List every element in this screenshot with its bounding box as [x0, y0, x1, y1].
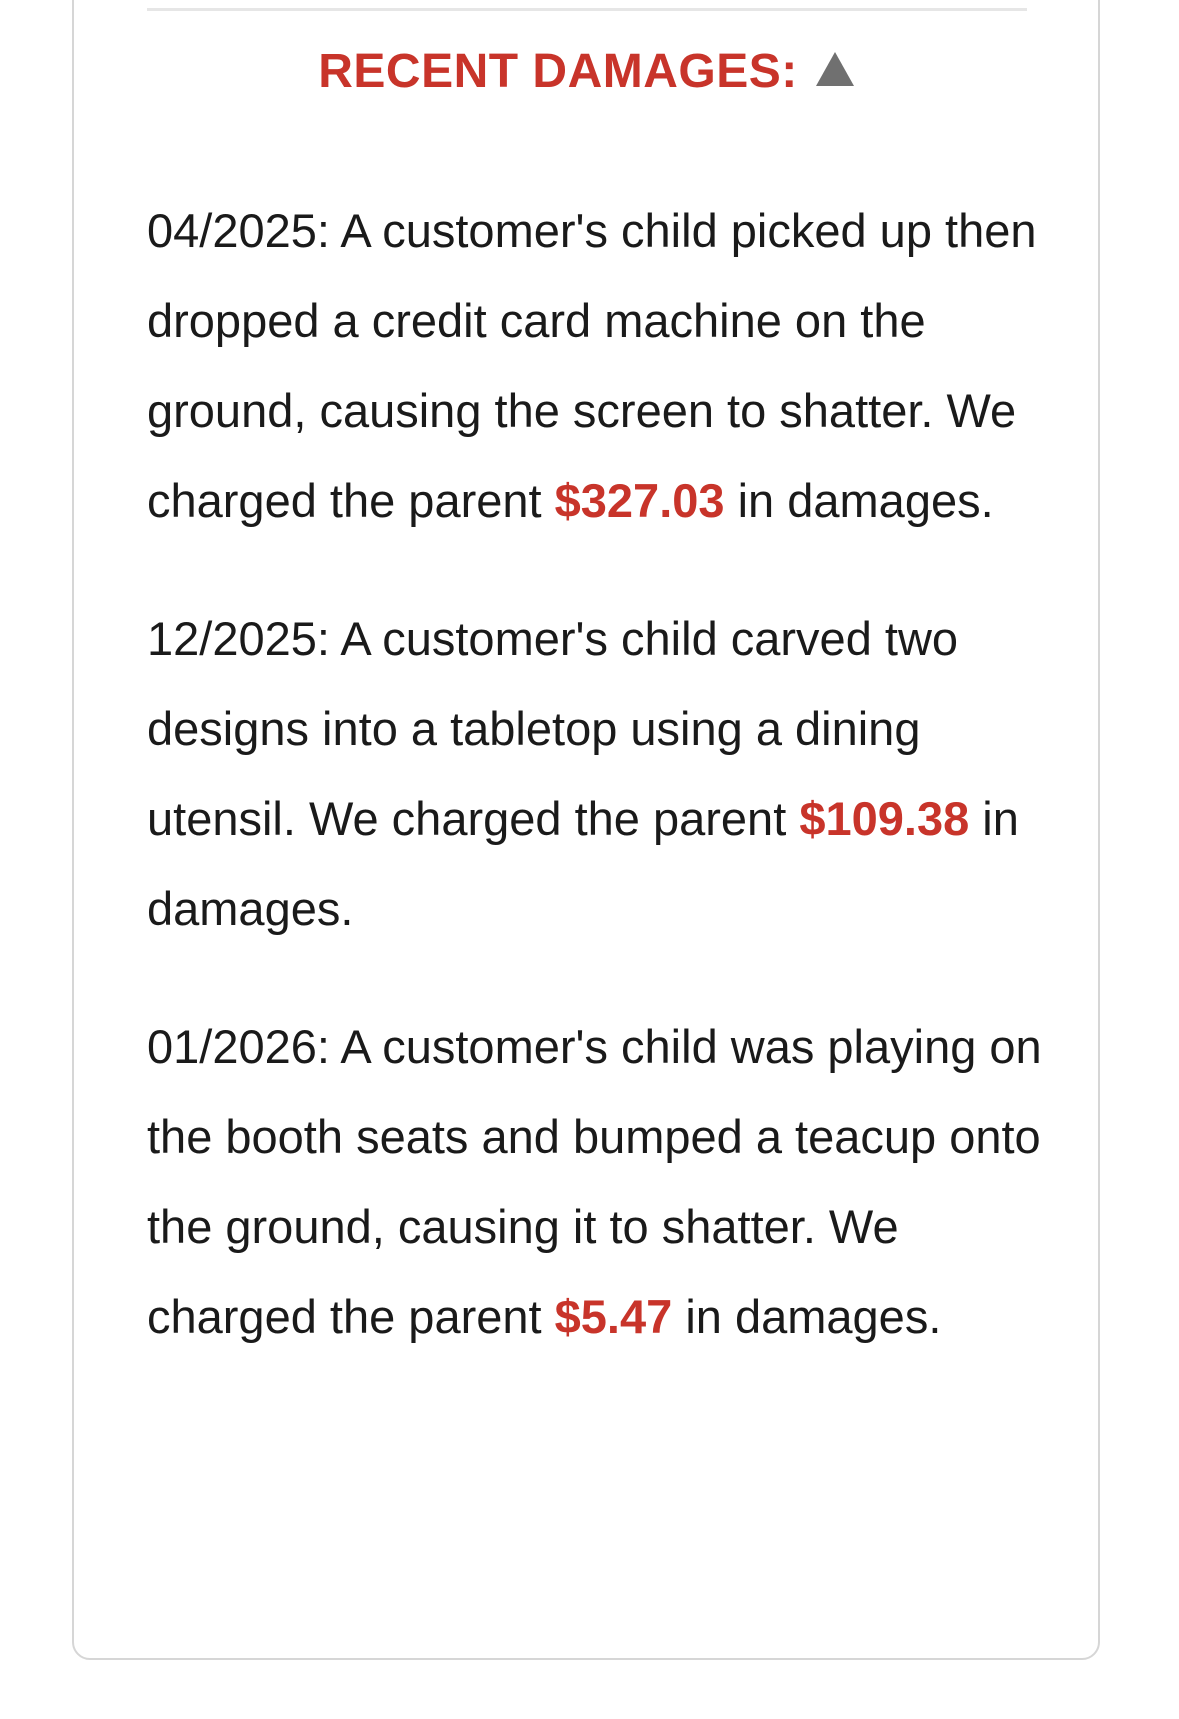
section-header[interactable] [74, 44, 1098, 99]
section-title[interactable]: RECENT DAMAGES: [318, 45, 798, 98]
entry-text: A customer's child picked up then dropped a credit card machine on the ground, causing the screen to shatter. We charged the parent [147, 204, 1037, 527]
entry-text: A customer's child carved two designs into a tabletop using a dining utensil. We charged the parent [147, 612, 959, 845]
triangle-up-icon[interactable] [816, 52, 854, 86]
entry-amount: $5.47 [554, 1290, 673, 1343]
damages-card [72, 0, 1100, 1660]
damage-entry [147, 594, 1047, 954]
top-divider [147, 8, 1027, 11]
entry-text: A customer's child was playing on the booth seats and bumped a teacup onto the ground, causing it to shatter. We charged the parent [147, 1020, 1042, 1343]
entry-suffix: in damages. [147, 792, 1019, 935]
entry-date: 04/2025: [147, 204, 330, 257]
damages-list [147, 186, 1047, 1410]
entry-suffix: in damages. [685, 1290, 942, 1343]
damage-entry [147, 1002, 1047, 1362]
entry-suffix: in damages. [737, 474, 994, 527]
damage-entry [147, 186, 1047, 546]
entry-amount: $327.03 [554, 474, 725, 527]
entry-date: 01/2026: [147, 1020, 330, 1073]
entry-amount: $109.38 [799, 792, 970, 845]
entry-date: 12/2025: [147, 612, 330, 665]
